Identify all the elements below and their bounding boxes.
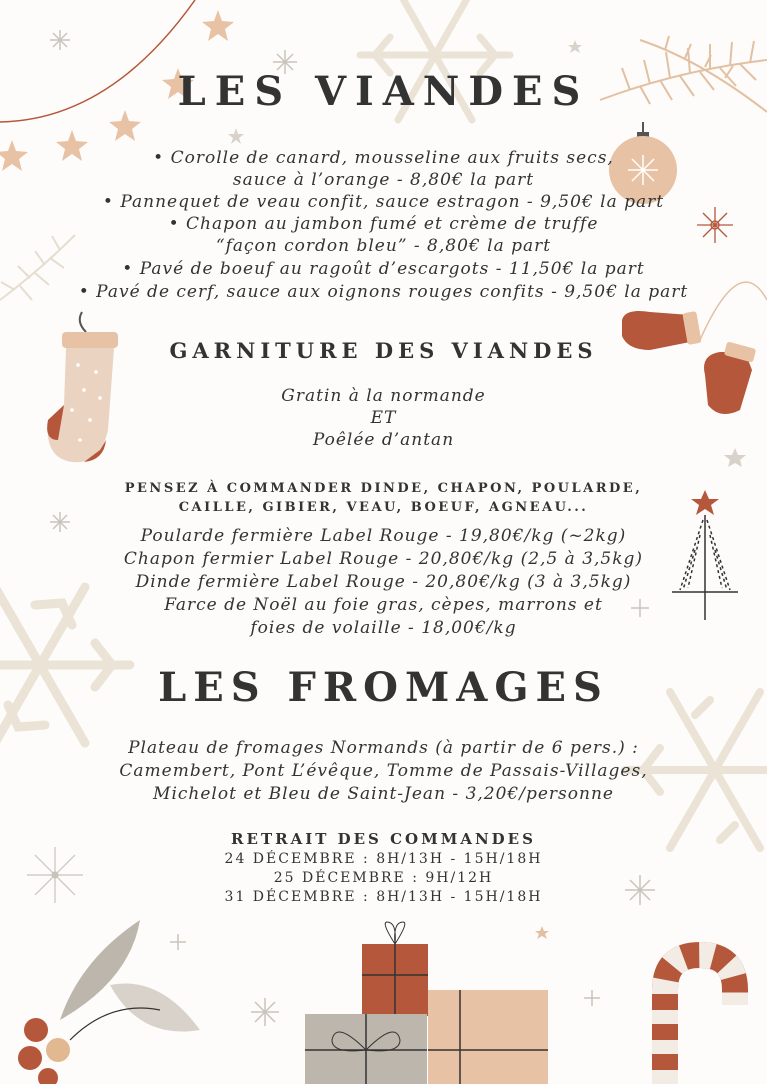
- commande-item: Poularde fermière Label Rouge - 19,80€/kg (~2kg): [140, 526, 627, 546]
- garniture-line: Gratin à la normande: [281, 386, 486, 406]
- commande-heading: PENSEZ À COMMANDER DINDE, CHAPON, POULARDE,: [124, 481, 643, 496]
- candy-cane-icon: [665, 955, 735, 1084]
- commande-item: foies de volaille - 18,00€/kg: [250, 618, 517, 638]
- commande-item: Chapon fermier Label Rouge - 20,80€/kg (2,5 à 3,5kg): [123, 549, 644, 569]
- garniture-line: Poêlée d’antan: [312, 430, 455, 450]
- commande-item: Dinde fermière Label Rouge - 20,80€/kg (3 à 3,5kg): [135, 572, 632, 592]
- retrait-line: 25 DÉCEMBRE : 9H/12H: [273, 870, 494, 886]
- fromages-line: Camembert, Pont L’évêque, Tomme de Passais-Villages,: [119, 761, 648, 781]
- retrait-line: 24 DÉCEMBRE : 8H/13H - 15H/18H: [224, 851, 543, 867]
- retrait-line: 31 DÉCEMBRE : 8H/13H - 15H/18H: [224, 889, 543, 905]
- fromages-title: LES FROMAGES: [158, 664, 609, 711]
- viandes-item: • Pavé de boeuf au ragoût d’escargots - 11,50€ la part: [122, 259, 645, 279]
- fromages-line: Plateau de fromages Normands (à partir de 6 pers.) :: [128, 738, 639, 758]
- viandes-item: • Chapon au jambon fumé et crème de truffe: [168, 214, 599, 234]
- fromages-line: Michelot et Bleu de Saint-Jean - 3,20€/personne: [153, 784, 614, 804]
- commande-item: Farce de Noël au foie gras, cèpes, marrons et: [164, 595, 603, 615]
- garniture-line: ET: [370, 408, 397, 428]
- viandes-title: LES VIANDES: [177, 68, 590, 115]
- viandes-item: sauce à l’orange - 8,80€ la part: [232, 170, 535, 190]
- viandes-item: • Corolle de canard, mousseline aux fruits secs,: [153, 148, 614, 168]
- holly-icon: [18, 920, 200, 1084]
- retrait-title: RETRAIT DES COMMANDES: [231, 830, 536, 848]
- viandes-item: • Pavé de cerf, sauce aux oignons rouges confits - 9,50€ la part: [78, 282, 689, 302]
- garniture-title: GARNITURE DES VIANDES: [169, 338, 598, 363]
- gift-icon: [305, 922, 548, 1084]
- viandes-item: • Pannequet de veau confit, sauce estragon - 9,50€ la part: [102, 192, 665, 212]
- viandes-item: “façon cordon bleu” - 8,80€ la part: [215, 236, 552, 256]
- commande-heading: CAILLE, GIBIER, VEAU, BOEUF, AGNEAU...: [178, 500, 589, 515]
